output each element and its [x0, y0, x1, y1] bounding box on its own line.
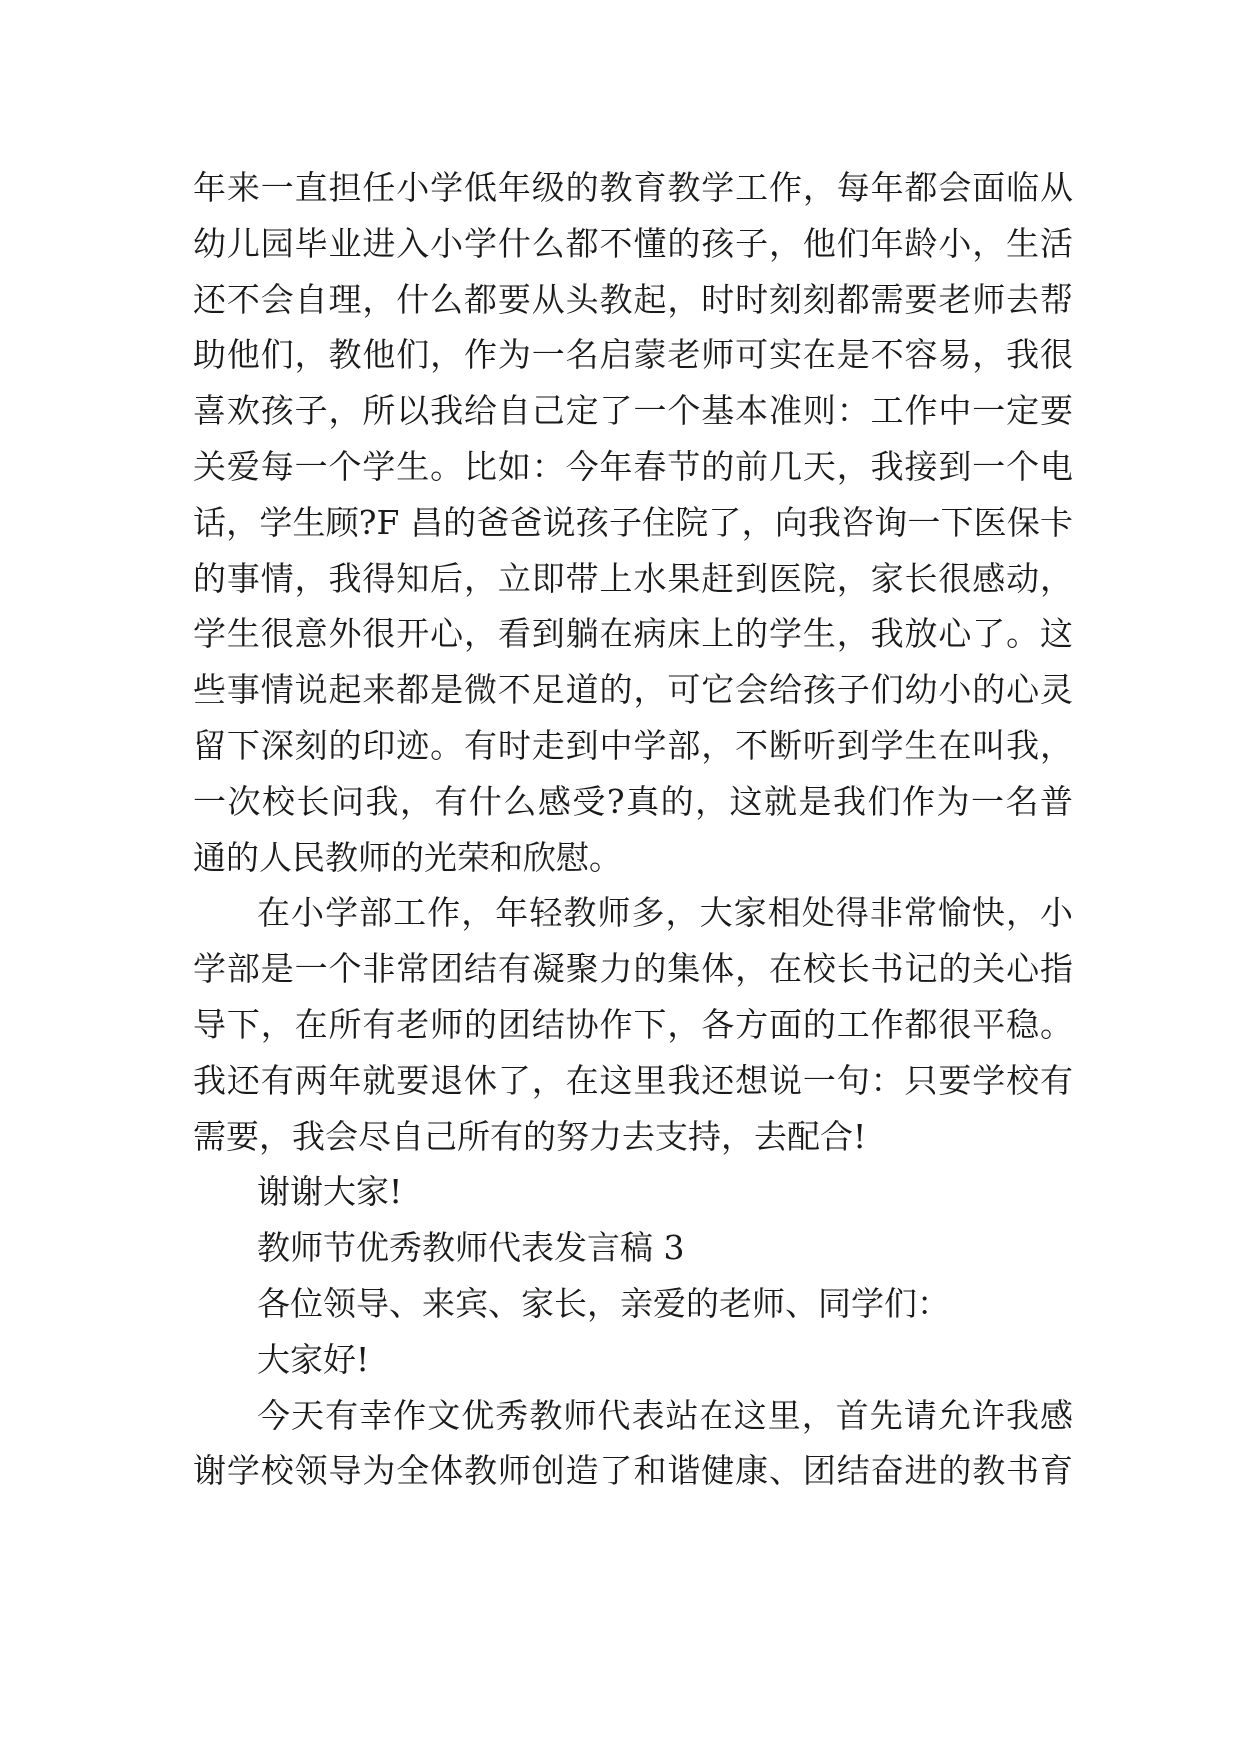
paragraph-first-line: 今天有幸作文优秀教师代表站在这里，首先请允许我感 [257, 1395, 1073, 1435]
text-line: 我还有两年就要退休了，在这里我还想说一句：只要学校有 [193, 1060, 1073, 1100]
text-line: 喜欢孩子，所以我给自己定了一个基本准则：工作中一定要 [193, 391, 1073, 431]
text-line: 导下，在所有老师的团结协作下，各方面的工作都很平稳。 [193, 1004, 1073, 1044]
document-body [193, 160, 1073, 1499]
thanks-line: 谢谢大家! [257, 1172, 403, 1212]
text-line: 通的人民教师的光荣和欣慰。 [193, 837, 622, 877]
text-line: 些事情说起来都是微不足道的，可它会给孩子们幼小的心灵 [193, 670, 1073, 710]
text-line: 助他们，教他们，作为一名启蒙老师可实在是不容易，我很 [193, 335, 1073, 375]
text-line: 的事情，我得知后，立即带上水果赶到医院，家长很感动， [193, 558, 1073, 598]
text-line: 关爱每一个学生。比如：今年春节的前几天，我接到一个电 [193, 446, 1073, 486]
paragraph-first-line: 在小学部工作，年轻教师多，大家相处得非常愉快，小 [257, 893, 1073, 933]
text-line: 还不会自理，什么都要从头教起，时时刻刻都需要老师去帮 [193, 279, 1073, 319]
text-line: 学部是一个非常团结有凝聚力的集体，在校长书记的关心指 [193, 949, 1073, 989]
text-line: 需要，我会尽自己所有的努力去支持，去配合! [193, 1116, 867, 1156]
text-line: 话，学生顾?F 昌的爸爸说孩子住院了，向我咨询一下医保卡 [193, 502, 1073, 542]
section-title: 教师节优秀教师代表发言稿 3 [257, 1228, 685, 1268]
text-line: 谢学校领导为全体教师创造了和谐健康、团结奋进的教书育 [193, 1451, 1073, 1491]
salutation-line: 各位领导、来宾、家长，亲爱的老师、同学们： [257, 1283, 950, 1323]
greeting-line: 大家好! [257, 1339, 370, 1379]
text-line: 一次校长问我，有什么感受?真的，这就是我们作为一名普 [193, 781, 1073, 821]
text-line: 学生很意外很开心，看到躺在病床上的学生，我放心了。这 [193, 614, 1073, 654]
text-line: 留下深刻的印迹。有时走到中学部，不断听到学生在叫我， [193, 725, 1073, 765]
text-line: 幼儿园毕业进入小学什么都不懂的孩子，他们年龄小，生活 [193, 223, 1073, 263]
text-line: 年来一直担任小学低年级的教育教学工作，每年都会面临从 [193, 168, 1073, 207]
